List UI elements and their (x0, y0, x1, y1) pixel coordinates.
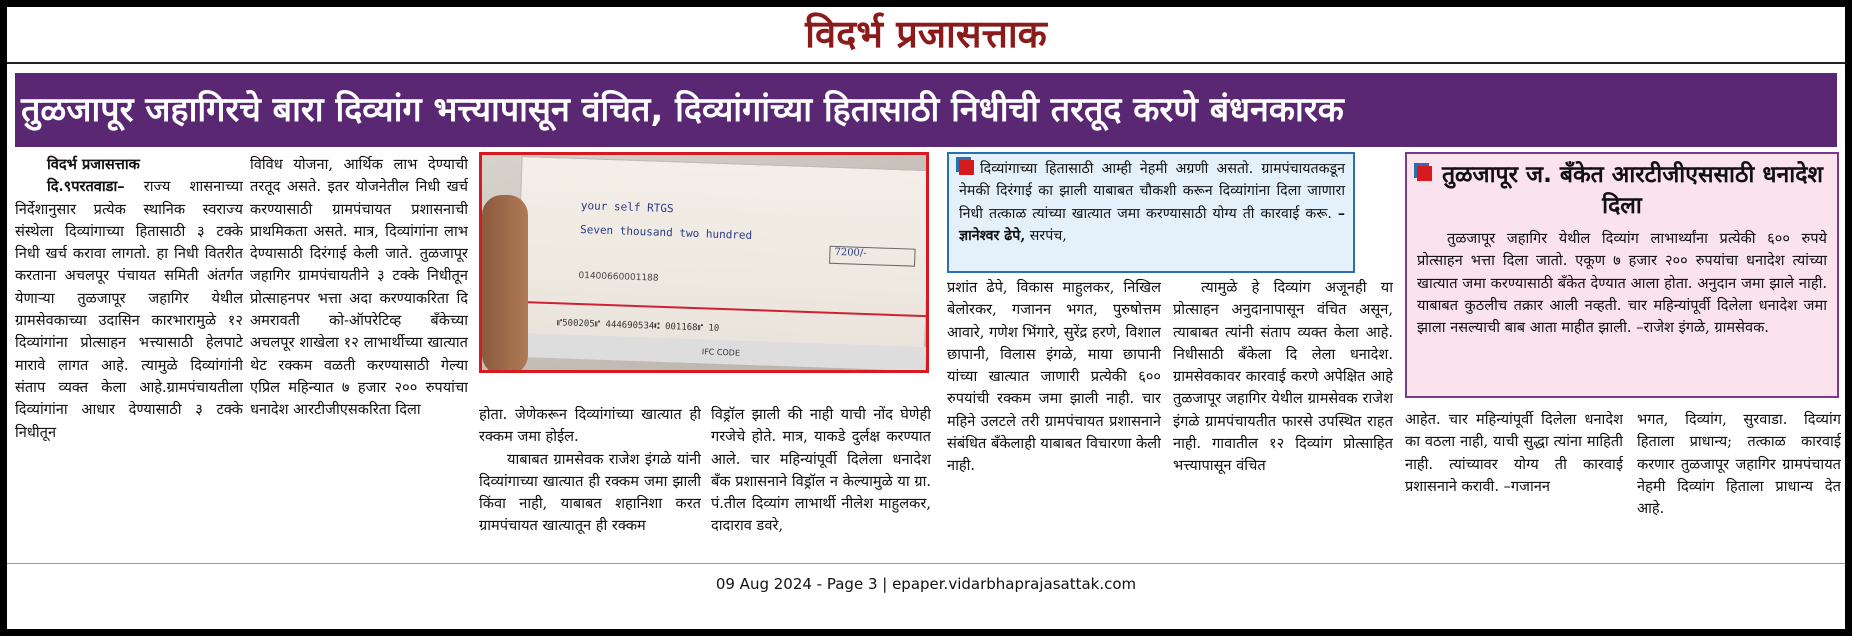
article-text-col5: प्रशांत ढेपे, विकास माहुलकर, निखिल बेलोरकर, गजानन भगत, पुरुषोत्तम आवारे, गणेश भिंगारे, सुरेंद्र हरणे, विशाल छापानी, विलास इंगळे, माया छापानी यांच्या खात्यात जाणारी प्रत्येकी ६०० रुपयांची रक्कम जमा झाली नाही. चार महिने उलटले तरी ग्रामपंचायत प्रशासनाने संबंधित बँकेलाही याबाबत विचारणा केली नाही. (947, 279, 1161, 475)
article-column-3 (479, 404, 701, 554)
quote-author: – ज्ञानेश्वर ढेपे, (959, 205, 1346, 244)
masthead-rule (7, 62, 1845, 64)
gramsevak-sidebar (1405, 152, 1839, 398)
article-text-col1: राज्य शासनाच्या निर्देशानुसार प्रत्येक स्थानिक स्वराज्य संस्थेला दिव्यांगाच्या हितासाठी ३ टक्के निधी खर्च करावा लागतो. हा निधी वितरीत करताना अचलपूर पंचायत समिती अंतर्गत येणाऱ्या तुळजापूर जहागिर येथील ग्रामसेवकाच्या उदासिन कारभारामुळे १२ दिव्यांगांना प्रोत्साहन भत्त्यासाठी हेलपाटे मारावे लागत आहे. त्यामुळे दिव्यांगांनी संताप व्यक्त केला आहे.ग्रामपंचायतीला दिव्यांगांना आधार देण्यासाठी ३ टक्के निधीतून (15, 178, 243, 441)
article-column-1 (15, 154, 243, 554)
article-column-2 (250, 154, 468, 554)
article-column-4 (711, 404, 931, 554)
cheque-photo (479, 152, 929, 373)
article-text-col4: विड्रॉल झाली की नाही याची नोंद घेणेही गरजेचे होते. मात्र, याकडे दुर्लक्ष करण्यात आले. चार महिन्यांपूर्वी दिलेला धनादेश बँक प्रशासनाने विड्रॉल न केल्यामुळे या ग्रा. पं.तील दिव्यांग लाभार्थी नीलेश माहुलकर, दादाराव डवरे, (711, 406, 931, 535)
bullet-square-icon (959, 160, 974, 175)
sarpanch-quote-box (947, 152, 1355, 273)
masthead: विदर्भ प्रजासत्ताक (805, 12, 1047, 56)
cheque-strip-ifc: IFC CODE (701, 346, 741, 358)
cheque-amount-box: 7200/- (829, 246, 916, 267)
article-column-5 (947, 277, 1161, 557)
article-text-col3b: याबाबत ग्रामसेवक राजेश इंगळे यांनी दिव्यांगाच्या खात्यात ही रक्कम जमा झाली किंवा नाही, याबाबत शहानिशा करत ग्रामपंचायत खात्यातून ही रक्कम (479, 450, 701, 535)
cheque-account: 01400660001188 (578, 270, 659, 284)
byline-dateline: दि.९परतवाडा– (47, 178, 125, 196)
cheque-amount-words: Seven thousand two hundred (579, 222, 753, 242)
byline-source: विदर्भ प्रजासत्ताक (47, 156, 140, 173)
newspaper-page (7, 7, 1845, 629)
article-text-col7: आहेत. चार महिन्यांपूर्वी दिलेला धनादेश का वठला नाही, याची सुद्धा त्यांना माहिती नाही. त्यांच्यावर योग्य ती कारवाई प्रशासनाने करावी. –गजानन (1405, 411, 1623, 495)
cheque-micr: ⑈500205⑈ 444690534⑆ 001168⑈ 10 (556, 318, 720, 334)
sidebar-body: तुळजापूर जहागिर येथील दिव्यांग लाभार्थ्यांना प्रत्येकी ६०० रुपये प्रोत्साहन भत्ता दिला जातो. एकूण ७ हजार २०० रुपयांचा धनादेश त्यांच्या खात्यात जमा करण्यासाठी बँकेत देण्यात आला होता. अनुदान जमा झाले नाही. याबाबत कुठलीच तक्रार आली नव्हती. चार महिन्यांपूर्वी दिलेला धनादेश जमा झाला नसल्याची बाब आता माहीत झाली. –राजेश इंगळे, ग्रामसेवक. (1417, 230, 1827, 337)
bullet-square-icon (1417, 166, 1432, 181)
cheque-underline (517, 301, 927, 317)
cheque-strip (516, 333, 927, 371)
page-footer: 09 Aug 2024 - Page 3 | epaper.vidarbhaprajasattak.com (715, 575, 1137, 593)
article-text-col2: विविध योजना, आर्थिक लाभ देण्याची तरतूद असते. इतर योजनेतील निधी खर्च करण्यासाठी ग्रामपंचायत प्रशासनाची प्राथमिकता असते. मात्र, दिव्यांगांना लाभ देण्यासाठी दिरंगाई केली जाते. तुळजापूर जहागिर ग्रामपंचायतीने ३ टक्के निधीतून प्रोत्साहनपर भत्ता अदा करण्याकरिता दि अमरावती को-ऑपरेटिव्ह बँकेच्या अचलपूर शाखेला १२ लाभार्थीच्या खात्यात थेट रक्कम वळती करण्यासाठी गेल्या एप्रिल महिन्यात ७ हजार २०० रुपयांचा धनादेश आरटीजीएसकरिता दिला (250, 156, 468, 419)
quote-text: दिव्यांगाच्या हितासाठी आम्ही नेहमी अग्रणी असतो. ग्रामपंचायतकडून नेमकी दिरंगाई का झाली याबाबत चौकशी करून दिव्यांगांना दिला जाणारा निधी तत्काळ त्यांच्या खात्यात जमा करण्यासाठी योग्य ती कारवाई करू. (959, 161, 1345, 222)
headline: तुळजापूर जहागिरचे बारा दिव्यांग भत्त्यापासून वंचित, दिव्यांगांच्या हितासाठी निधीची तरतूद करणे बंधनकारक (15, 73, 1837, 147)
article-text-col3: होता. जेणेकरून दिव्यांगांच्या खात्यात ही रक्कम जमा होईल. (479, 406, 701, 446)
sidebar-title (1417, 160, 1827, 222)
article-column-6 (1173, 277, 1393, 557)
cheque-payee: your self RTGS (580, 199, 674, 216)
article-text-col6: त्यामुळे हे दिव्यांग अजूनही या प्रोत्साहन अनुदानापासून वंचित असून, त्याबाबत त्यांनी संताप व्यक्त केला आहे. निधीसाठी बँकेला दि लेला धनादेश. ग्रामसेवकावर कारवाई करणे अपेक्षित आहे तुळजापूर जहागिर येथील ग्रामसेवक राजेश इंगळे ग्रामपंचायतीत फारसे उपस्थित राहत नाही. गावातील १२ दिव्यांग प्रोत्साहित भत्त्यापासून वंचित (1173, 279, 1393, 475)
quote-role: सरपंच, (1025, 227, 1067, 244)
sidebar-title-text: तुळजापूर ज. बँकेत आरटीजीएससाठी धनादेश दिला (1441, 162, 1824, 219)
article-column-7 (1405, 409, 1623, 554)
cheque-image (515, 156, 929, 370)
article-column-8 (1637, 409, 1841, 554)
article-text-col8: भगत, दिव्यांग, सुरवाडा. दिव्यांग हिताला प्राधान्य; तत्काळ कारवाई करणार तुळजापूर जहागिर ग्रामपंचायत नेहमी दिव्यांग हिताला प्राधान्य देत आहे. (1637, 411, 1841, 518)
footer-rule (7, 563, 1845, 564)
hand-image (482, 195, 528, 373)
